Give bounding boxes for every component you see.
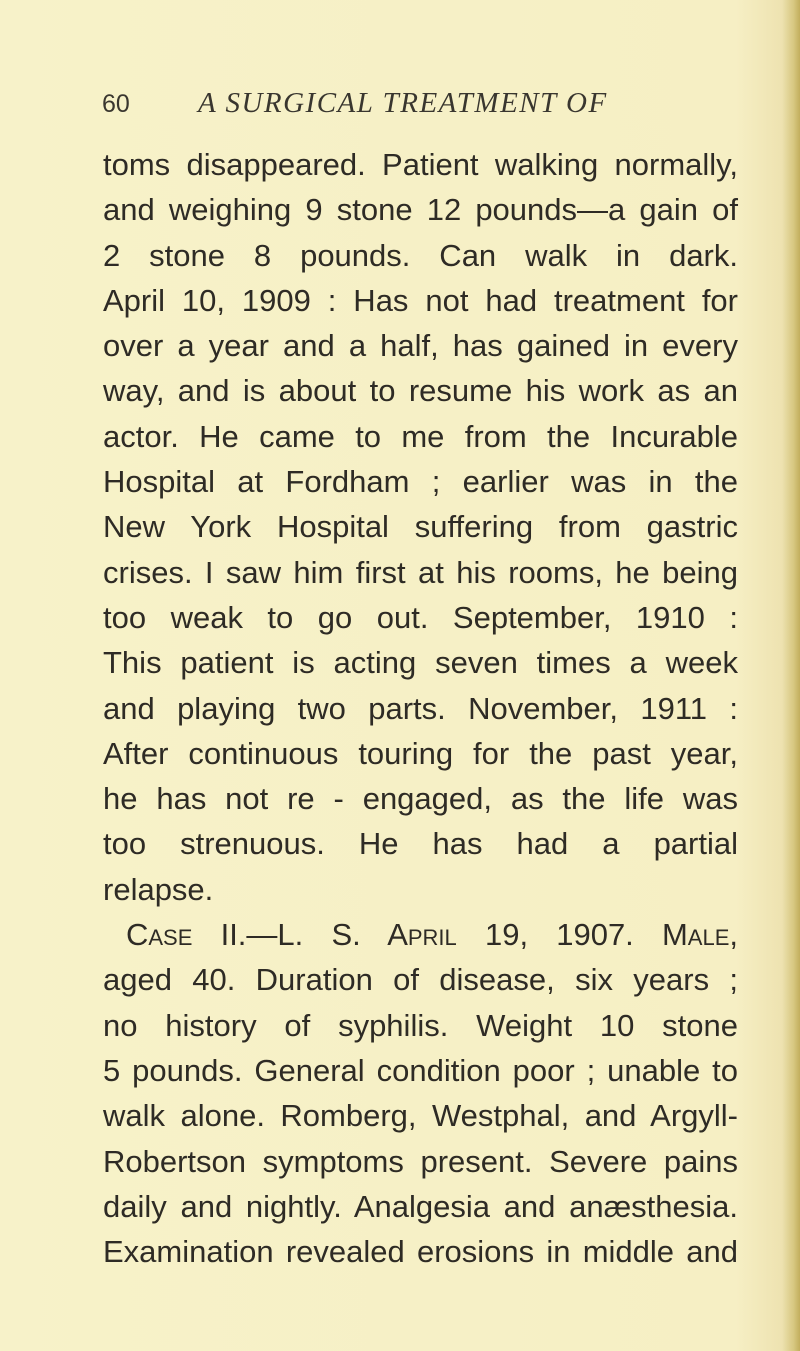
page-edge-shadow bbox=[782, 0, 800, 1351]
text-line: Examination revealed erosions in middle and bbox=[103, 1234, 738, 1270]
text-line: aged 40. Duration of disease, six years ; bbox=[103, 962, 738, 998]
text-line: After continuous touring for the past year, bbox=[103, 735, 738, 771]
page-header bbox=[102, 88, 742, 126]
text-line: actor. He came to me from the Incurable bbox=[103, 418, 738, 454]
text-line: 2 stone 8 pounds. Can walk in dark. bbox=[103, 237, 738, 273]
text-line: over a year and a half, has gained in every bbox=[103, 328, 738, 364]
case-heading-line: Case II.—L. S. April 19, 1907. Male, bbox=[126, 917, 738, 953]
text-line: relapse. bbox=[103, 871, 214, 907]
text-line: too strenuous. He has had a partial bbox=[103, 826, 738, 862]
text-line: and playing two parts. November, 1911 : bbox=[103, 690, 738, 726]
text-line: Hospital at Fordham ; earlier was in the bbox=[103, 464, 738, 500]
text-line: daily and nightly. Analgesia and anæsthesia. bbox=[103, 1188, 738, 1224]
running-head: A SURGICAL TREATMENT OF bbox=[198, 87, 608, 119]
text-line: April 10, 1909 : Has not had treatment for bbox=[103, 282, 738, 318]
page-number: 60 bbox=[102, 90, 130, 118]
text-line: way, and is about to resume his work as an bbox=[103, 373, 738, 409]
text-line: no history of syphilis. Weight 10 stone bbox=[103, 1007, 738, 1043]
text-line: he has not re - engaged, as the life was bbox=[103, 781, 738, 817]
text-line: 5 pounds. General condition poor ; unable to bbox=[103, 1052, 738, 1088]
text-line: too weak to go out. September, 1910 : bbox=[103, 599, 738, 635]
text-line: New York Hospital suffering from gastric bbox=[103, 509, 738, 545]
text-line: Robertson symptoms present. Severe pains bbox=[103, 1143, 738, 1179]
body-text bbox=[103, 142, 738, 1274]
text-line: toms disappeared. Patient walking normally, bbox=[103, 147, 738, 182]
text-line: and weighing 9 stone 12 pounds—a gain of bbox=[103, 192, 738, 228]
text-line: walk alone. Romberg, Westphal, and Argyll- bbox=[103, 1098, 738, 1134]
text-line: This patient is acting seven times a week bbox=[103, 645, 738, 681]
text-line: crises. I saw him first at his rooms, he being bbox=[103, 554, 738, 590]
